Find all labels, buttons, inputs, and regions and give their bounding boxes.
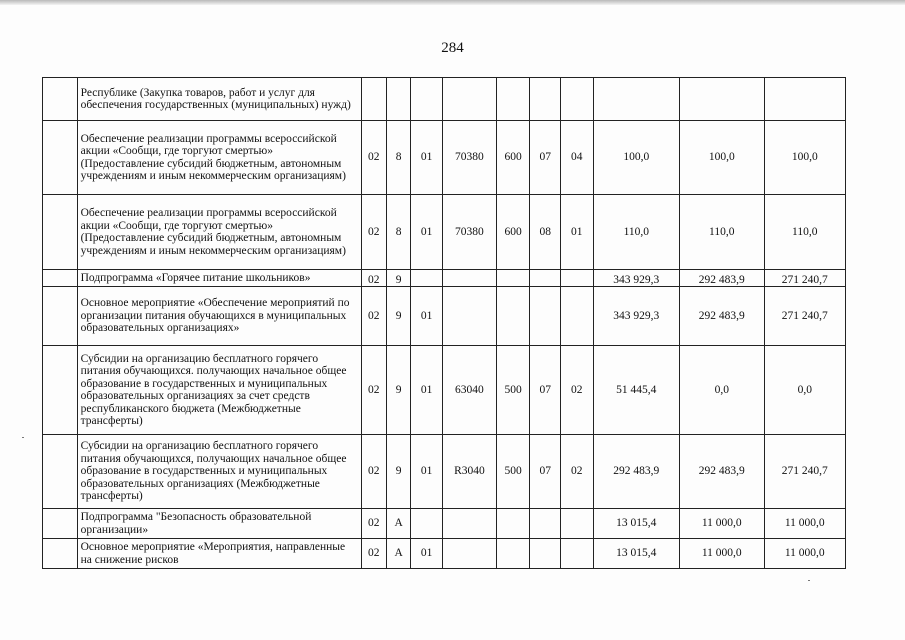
number-cell	[43, 287, 78, 346]
subsection-code	[560, 539, 593, 569]
subprogram-code: А	[386, 539, 410, 569]
section-code: 08	[530, 195, 561, 270]
amount-year-3: 0,0	[764, 346, 845, 435]
amount-year-2	[680, 78, 764, 121]
expense-type-code	[496, 539, 530, 569]
section-code	[530, 78, 561, 121]
scan-speck	[22, 437, 24, 438]
amount-year-3: 11 000,0	[764, 539, 845, 569]
number-cell	[43, 346, 78, 435]
expense-type-code: 500	[496, 435, 530, 509]
subprogram-code	[386, 78, 410, 121]
subprogram-code: 9	[386, 346, 410, 435]
program-code: 02	[361, 509, 386, 539]
item-name: Подпрограмма "Безопасность образовательной организации»	[77, 509, 361, 539]
main-event-code	[411, 270, 443, 287]
number-cell	[43, 270, 78, 287]
main-event-code: 01	[411, 539, 443, 569]
item-name: Обеспечение реализации программы всероссийской акции «Сообщи, где торгуют смертью» (Предоставление субсидий бюджетным, автономным учреждениям и иным некоммерческим организациям)	[77, 195, 361, 270]
number-cell	[43, 195, 78, 270]
subprogram-code: 8	[386, 195, 410, 270]
direction-code	[442, 78, 496, 121]
program-code: 02	[361, 539, 386, 569]
expense-type-code: 600	[496, 121, 530, 195]
item-name: Обеспечение реализации программы всероссийской акции «Сообщи, где торгуют смертью» (Предоставление субсидий бюджетным, автономным учреждениям и иным некоммерческим организациям)	[77, 121, 361, 195]
amount-year-1: 292 483,9	[593, 435, 680, 509]
table-row	[43, 287, 846, 346]
amount-year-1: 13 015,4	[593, 509, 680, 539]
section-code: 07	[530, 121, 561, 195]
page-number: 284	[441, 40, 464, 56]
number-cell	[43, 435, 78, 509]
number-cell	[43, 121, 78, 195]
table-row	[43, 539, 846, 569]
subsection-code: 01	[560, 195, 593, 270]
subprogram-code: А	[386, 509, 410, 539]
main-event-code: 01	[411, 346, 443, 435]
amount-year-1: 13 015,4	[593, 539, 680, 569]
amount-year-1: 100,0	[593, 121, 680, 195]
subsection-code: 04	[560, 121, 593, 195]
expense-type-code	[496, 78, 530, 121]
direction-code	[442, 539, 496, 569]
table-row	[43, 195, 846, 270]
item-name: Подпрограмма «Горячее питание школьников»	[77, 270, 361, 287]
direction-code: R3040	[442, 435, 496, 509]
subprogram-code: 8	[386, 121, 410, 195]
amount-year-2: 0,0	[680, 346, 764, 435]
main-event-code: 01	[411, 435, 443, 509]
item-name: Субсидии на организацию бесплатного горячего питания обучающихся, получающих начальное общее образование в государственных и муниципальных образовательных организациях (Межбюджетные трансферты)	[77, 435, 361, 509]
main-event-code	[411, 509, 443, 539]
amount-year-2: 100,0	[680, 121, 764, 195]
expense-type-code	[496, 270, 530, 287]
main-event-code: 01	[411, 287, 443, 346]
subprogram-code: 9	[386, 287, 410, 346]
amount-year-2: 292 483,9	[680, 435, 764, 509]
amount-year-1: 343 929,3	[593, 270, 680, 287]
subsection-code	[560, 509, 593, 539]
amount-year-1: 51 445,4	[593, 346, 680, 435]
section-code: 07	[530, 346, 561, 435]
item-name: Республике (Закупка товаров, работ и услуг для обеспечения государственных (муниципальных) нужд)	[77, 78, 361, 121]
amount-year-3: 100,0	[764, 121, 845, 195]
subsection-code: 02	[560, 346, 593, 435]
section-code	[530, 539, 561, 569]
main-event-code	[411, 78, 443, 121]
table-row	[43, 270, 846, 287]
direction-code: 63040	[442, 346, 496, 435]
section-code	[530, 287, 561, 346]
number-cell	[43, 78, 78, 121]
amount-year-2: 292 483,9	[680, 270, 764, 287]
amount-year-3: 271 240,7	[764, 435, 845, 509]
amount-year-3: 271 240,7	[764, 270, 845, 287]
amount-year-3: 271 240,7	[764, 287, 845, 346]
direction-code	[442, 287, 496, 346]
scan-speck	[808, 580, 810, 581]
amount-year-2: 292 483,9	[680, 287, 764, 346]
amount-year-3: 110,0	[764, 195, 845, 270]
expense-type-code: 500	[496, 346, 530, 435]
table-row	[43, 435, 846, 509]
subsection-code	[560, 78, 593, 121]
amount-year-3	[764, 78, 845, 121]
section-code: 07	[530, 435, 561, 509]
scan-top-edge	[0, 0, 905, 5]
number-cell	[43, 509, 78, 539]
program-code: 02	[361, 270, 386, 287]
program-code: 02	[361, 435, 386, 509]
main-event-code: 01	[411, 195, 443, 270]
section-code	[530, 509, 561, 539]
subsection-code	[560, 270, 593, 287]
subsection-code: 02	[560, 435, 593, 509]
subprogram-code: 9	[386, 435, 410, 509]
amount-year-1: 343 929,3	[593, 287, 680, 346]
direction-code	[442, 270, 496, 287]
expense-type-code: 600	[496, 195, 530, 270]
subsection-code	[560, 287, 593, 346]
expense-type-code	[496, 287, 530, 346]
table-row	[43, 509, 846, 539]
table-row	[43, 78, 846, 121]
amount-year-2: 11 000,0	[680, 539, 764, 569]
subprogram-code: 9	[386, 270, 410, 287]
program-code: 02	[361, 195, 386, 270]
amount-year-3: 11 000,0	[764, 509, 845, 539]
amount-year-2: 11 000,0	[680, 509, 764, 539]
direction-code: 70380	[442, 195, 496, 270]
section-code	[530, 270, 561, 287]
table-row	[43, 346, 846, 435]
amount-year-1: 110,0	[593, 195, 680, 270]
main-event-code: 01	[411, 121, 443, 195]
expense-type-code	[496, 509, 530, 539]
program-code: 02	[361, 121, 386, 195]
budget-table	[42, 77, 846, 569]
item-name: Субсидии на организацию бесплатного горячего питания обучающихся. получающих начальное общее образование в государственных и муниципальных образовательных организациях за счет средств республиканского бюджета (Межбюджетные трансферты)	[77, 346, 361, 435]
item-name: Основное мероприятие «Мероприятия, направленные на снижение рисков	[77, 539, 361, 569]
direction-code	[442, 509, 496, 539]
item-name: Основное мероприятие «Обеспечение мероприятий по организации питания обучающихся в муниципальных образовательных организациях»	[77, 287, 361, 346]
number-cell	[43, 539, 78, 569]
amount-year-2: 110,0	[680, 195, 764, 270]
table-row	[43, 121, 846, 195]
program-code: 02	[361, 287, 386, 346]
direction-code: 70380	[442, 121, 496, 195]
amount-year-1	[593, 78, 680, 121]
program-code	[361, 78, 386, 121]
program-code: 02	[361, 346, 386, 435]
